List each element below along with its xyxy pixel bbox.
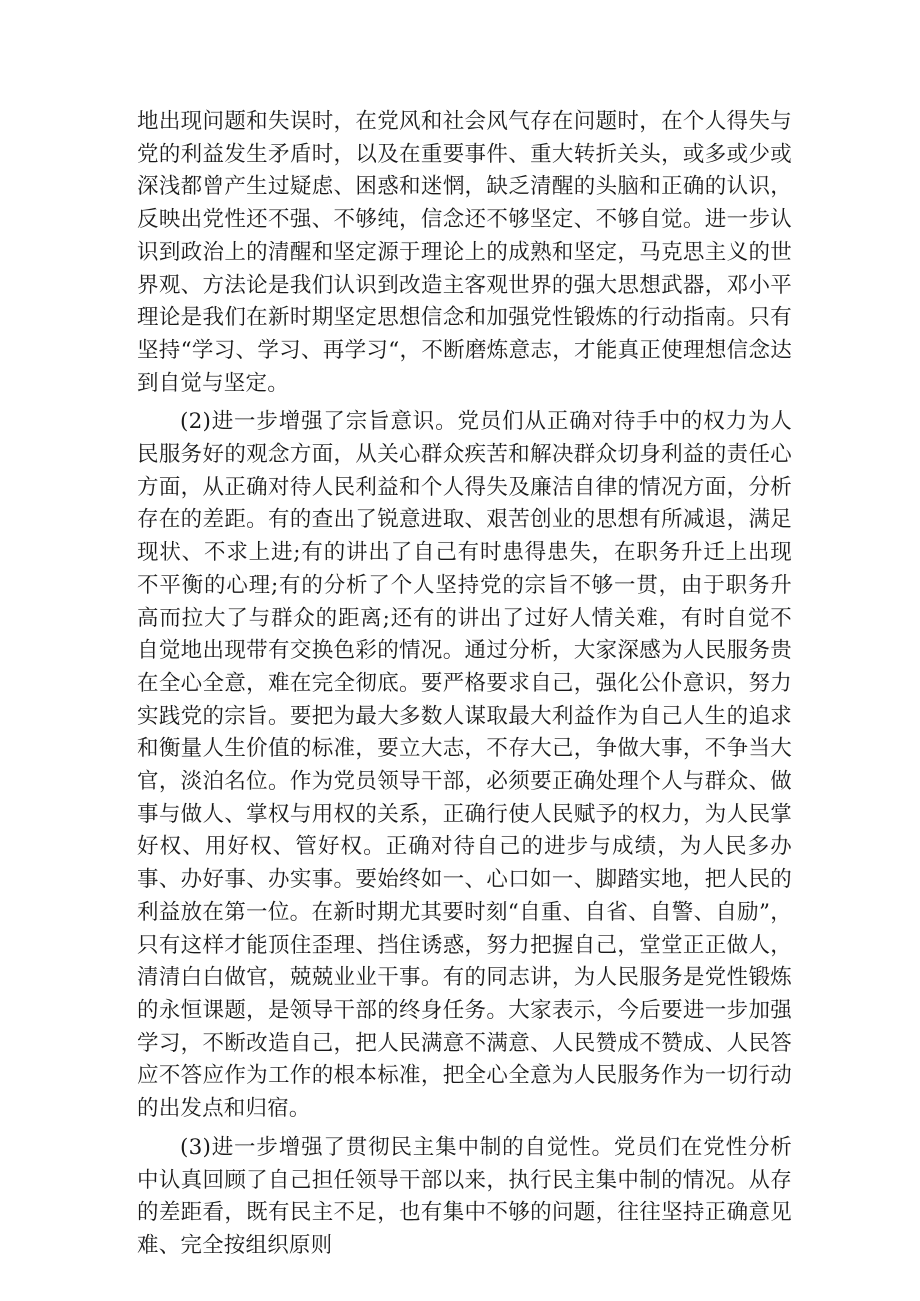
paragraph-purpose-awareness: (2)进一步增强了宗旨意识。党员们从正确对待手中的权力为人民服务好的观念方面，从关心群众疾苦和解决群众切身利益的责任心方面，从正确对待人民利益和个人得失及廉洁自律的情况方面，分析存在的差距。有的查出了锐意进取、艰苦创业的思想有所减退，满足现状、不求上进;有的讲出了自己有时患得患失，在职务升迁上出现不平衡的心理;有的分析了个人坚持党的宗旨不够一贯，由于职务升高而拉大了与群众的距离;还有的讲出了过好人情关难，有时自觉不自觉地出现带有交换色彩的情况。通过分析，大家深感为人民服务贵在全心全意，难在完全彻底。要严格要求自己，强化公仆意识，努力实践党的宗旨。要把为最大多数人谋取最大利益作为自己人生的追求和衡量人生价值的标准，要立大志，不存大己，争做大事，不争当大官，淡泊名位。作为党员领导干部，必须要正确处理个人与群众、做事与做人、掌权与用权的关系，正确行使人民赋予的权力，为人民掌好权、用好权、管好权。正确对待自己的进步与成绩，为人民多办事、办好事、办实事。要始终如一、心口如一、脚踏实地，把人民的利益放在第一位。在新时期尤其要时刻“自重、自省、自警、自励”，只有这样才能顶住歪理、挡住诱惑，努力把握自己，堂堂正正做人，清清白白做官，兢兢业业干事。有的同志讲，为人民服务是党性锻炼的永恒课题，是领导干部的终身任务。大家表示，今后要进一步加强学习，不断改造自己，把人民满意不满意、人民赞成不赞成、人民答应不答应作为工作的根本标准，把全心全意为人民服务作为一切行动的出发点和归宿。: [137, 409, 792, 1122]
document-body: [137, 106, 792, 1263]
paragraph-democratic-centralism: (3)进一步增强了贯彻民主集中制的自觉性。党员们在党性分析中认真回顾了自己担任领导干部以来，执行民主集中制的情况。从存的差距看，既有民主不足，也有集中不够的问题，往往坚持正确意见难、完全按组织原则: [137, 1134, 792, 1258]
paragraph-continuation: 地出现问题和失误时，在党风和社会风气存在问题时，在个人得失与党的利益发生矛盾时，以及在重要事件、重大转折关头，或多或少或深浅都曾产生过疑虑、困惑和迷惘，缺乏清醒的头脑和正确的认识，反映出党性还不强、不够纯，信念还不够坚定、不够自觉。进一步认识到政治上的清醒和坚定源于理论上的成熟和坚定，马克思主义的世界观、方法论是我们认识到改造主客观世界的强大思想武器，邓小平理论是我们在新时期坚定思想信念和加强党性锻炼的行动指南。只有坚持“学习、学习、再学习“，不断磨炼意志，才能真正使理想信念达到自觉与坚定。: [137, 109, 792, 396]
